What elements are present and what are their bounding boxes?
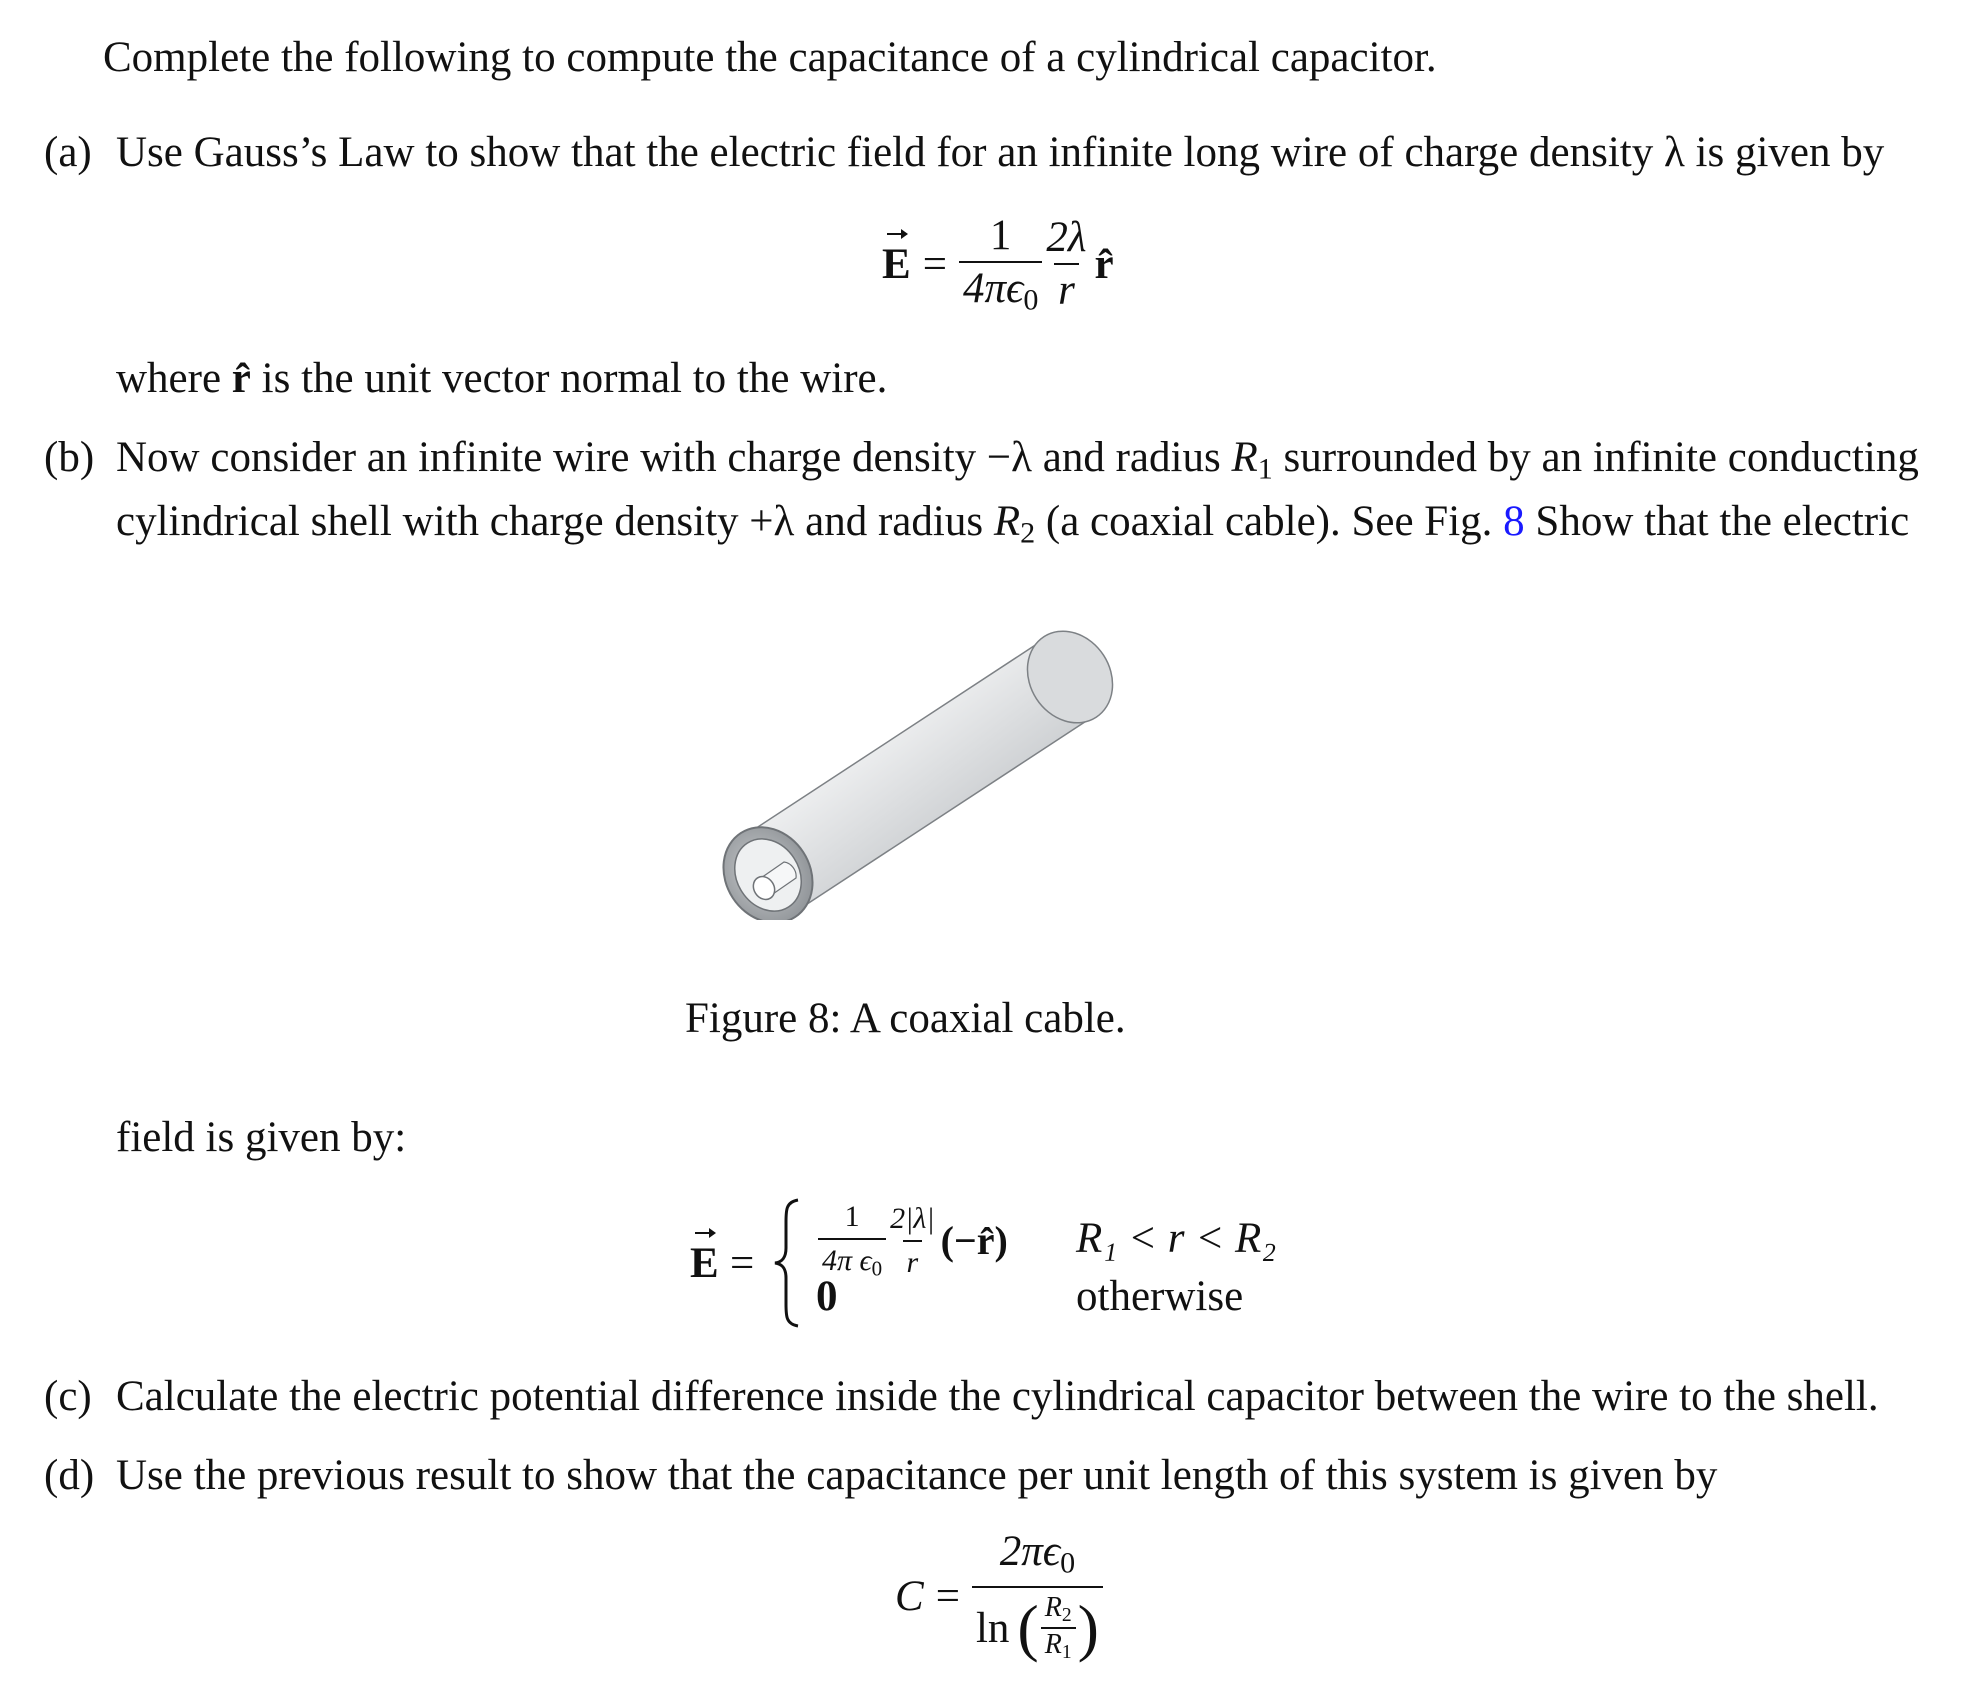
equals-sign: = xyxy=(935,1572,960,1620)
piecewise-equation xyxy=(690,1196,1330,1331)
case-2-condition: otherwise xyxy=(1076,1273,1244,1320)
fraction-denominator: $4\pi\epsilon_0$ xyxy=(959,261,1042,315)
part-c-text: Calculate the electric potential difference inside the cylindrical capacitor between the wire to the shell. xyxy=(116,1373,1879,1420)
part-a-equation xyxy=(882,214,1114,315)
radius-ratio: $\frac{R_2}{R_1}$ xyxy=(1041,1594,1076,1663)
equals-sign: = xyxy=(730,1240,755,1287)
coaxial-cable-figure xyxy=(680,600,1120,920)
case-2-value: 0 xyxy=(816,1273,838,1320)
fraction-denominator xyxy=(972,1586,1103,1663)
part-a-followup: where r̂ is the unit vector normal to the wire. xyxy=(116,355,888,402)
part-b-line2: cylindrical shell with charge density +λ and radius $R_2$ (a coaxial cable). See Fig. 8 Show that the electric xyxy=(116,498,1910,550)
fraction-numerator: 1 xyxy=(989,212,1012,259)
fraction-denominator: r xyxy=(1054,263,1079,312)
efield-vector: E xyxy=(690,1240,719,1287)
negative-unit-vector: (−r̂) xyxy=(940,1218,1008,1264)
unit-vector-r: r̂ xyxy=(1094,240,1114,288)
fraction-constant xyxy=(959,214,1042,315)
part-a-text: Use Gauss’s Law to show that the electric field for an infinite long wire of charge density λ is given by xyxy=(116,129,1885,176)
case-1-expression xyxy=(818,1200,1008,1281)
left-paren: ( xyxy=(1017,1592,1039,1664)
part-a-label: (a) xyxy=(44,129,92,176)
part-d-text: Use the previous result to show that the capacitance per unit length of this system is given by xyxy=(116,1452,1718,1499)
part-b-line1: Now consider an infinite wire with charge density −λ and radius $R_1$ surrounded by an infinite conducting xyxy=(116,434,1919,486)
part-b-continued: field is given by: xyxy=(116,1114,407,1161)
figure-caption: Figure 8: A coaxial cable. xyxy=(685,995,1126,1042)
capacitance-equation xyxy=(895,1530,1103,1663)
equals-sign: = xyxy=(922,240,947,288)
capacitance-symbol: C xyxy=(895,1572,924,1620)
unit-vector-symbol: r̂ xyxy=(231,355,251,402)
fraction-numerator: $2\pi\epsilon_0$ xyxy=(999,1528,1076,1580)
fraction-charge: $\frac{2|\lambda|}{r}$ xyxy=(890,1201,935,1279)
right-paren: ) xyxy=(1077,1592,1099,1664)
figure-reference-link[interactable]: 8 xyxy=(1503,498,1525,545)
fraction-charge xyxy=(1042,214,1090,315)
part-d-label: (d) xyxy=(44,1452,95,1499)
part-b-label: (b) xyxy=(44,434,95,481)
log-function: ln xyxy=(975,1604,1010,1652)
fraction-numerator: 2λ xyxy=(1046,214,1087,262)
capacitance-fraction xyxy=(972,1530,1103,1663)
efield-vector: E xyxy=(882,240,911,288)
case-1-condition: R₁ < r < R₂ xyxy=(1076,1215,1277,1262)
intro-text: Complete the following to compute the capacitance of a cylindrical capacitor. xyxy=(103,34,1437,81)
part-c-label: (c) xyxy=(44,1373,92,1420)
left-brace xyxy=(772,1198,802,1328)
fraction-constant: $\frac{1}{4\pi \epsilon_0}$ xyxy=(818,1200,886,1281)
